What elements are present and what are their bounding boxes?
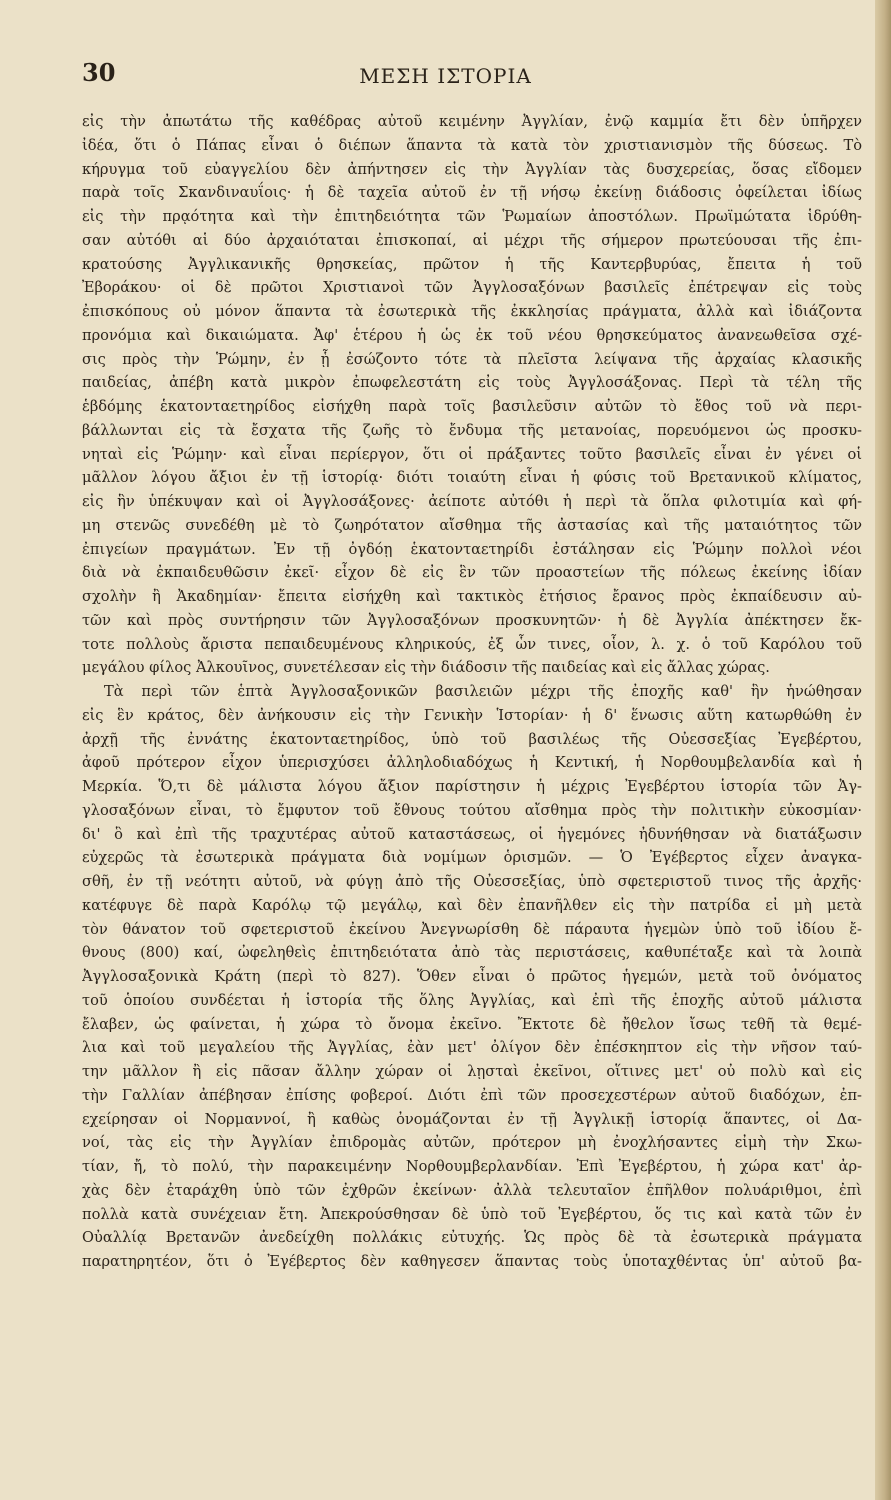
text-line: πολλὰ κατὰ συνέχειαν ἔτη. Ἀπεκρούσθησαν δὲ ὑπὸ τοῦ Ἐγεβέρτου, ὅς τις καὶ κατὰ τῶν ἐν: [82, 1205, 862, 1223]
text-line: παιδείας, ἀπέβη κατὰ μικρὸν ἐπωφελεστάτη εἰς τοὺς Ἀγγλοσάξονας. Περὶ τὰ τέλη τῆς: [82, 374, 862, 392]
text-line: ἑβδόμης ἑκατονταετηρίδος εἰσήχθη παρὰ τοῖς βασιλεῦσιν αὐτῶν τὸ ἔθος τοῦ νὰ περι-: [82, 398, 862, 415]
text-line: σαν αὐτόθι αἱ δύο ἀρχαιόταται ἐπισκοπαί, αἱ μέχρι τῆς σήμερον πρωτεύουσαι τῆς ἐπι-: [82, 231, 862, 249]
text-line: γλοσαξόνων εἶναι, τὸ ἔμφυτον τοῦ ἔθνους τούτου αἴσθημα πρὸς τὴν πολιτικὴν εὐκοσμίαν·: [82, 801, 862, 819]
text-line: ἐπισκόπους οὐ μόνον ἅπαντα τὰ ἐσωτερικὰ τῆς ἐκκλησίας πράγματα, ἀλλὰ καὶ ἰδιάζοντα: [82, 303, 862, 320]
text-line: παρὰ τοῖς Σκανδιναυΐοις· ἡ δὲ ταχεῖα αὐτοῦ ἐν τῇ νήσῳ ἐκείνῃ διάδοσις ὀφείλεται ἰδίως: [82, 184, 862, 202]
running-title: ΜΕΣΗ ΙΣΤΟΡΙΑ: [359, 64, 532, 88]
text-line: δι' ὃ καὶ ἐπὶ τῆς τραχυτέρας αὐτοῦ καταστάσεως, οἱ ἡγεμόνες ἠδυνήθησαν νὰ διατάξωσιν: [82, 825, 862, 843]
body-text: [82, 110, 862, 1274]
text-line: εὐχερῶς τὰ ἐσωτερικὰ πράγματα διὰ νομίμων ὁρισμῶν. — Ὁ Ἐγέβερτος εἶχεν ἀναγκα-: [82, 849, 862, 867]
text-line: ἀρχῇ τῆς ἐννάτης ἑκατονταετηρίδος, ὑπὸ τοῦ βασιλέως τῆς Οὐεσσεξίας Ἐγεβέρτου,: [82, 730, 862, 748]
text-line: μᾶλλον λόγου ἄξιοι ἐν τῇ ἱστορίᾳ· διότι τοιαύτη εἶναι ἡ φύσις τοῦ Βρετανικοῦ κλίματος,: [82, 469, 862, 487]
text-line: νηταὶ εἰς Ῥώμην· καὶ εἶναι περίεργον, ὅτι οἱ πράξαντες τοῦτο βασιλεῖς εἶναι ἐν γένει οἱ: [82, 445, 862, 463]
text-line: ἔλαβεν, ὡς φαίνεται, ἡ χώρα τὸ ὄνομα ἐκεῖνο. Ἔκτοτε δὲ ἤθελον ἴσως τεθῆ τὰ θεμέ-: [82, 1015, 862, 1033]
text-line: μη στενῶς συνεδέθη μὲ τὸ ζωηρότατον αἴσθημα τῆς ἀστασίας καὶ τῆς ματαιότητος τῶν: [82, 516, 862, 534]
text-line: κήρυγμα τοῦ εὐαγγελίου δὲν ἀπήντησεν εἰς τὴν Ἀγγλίαν τὰς δυσχερείας, ὅσας εἴδομεν: [82, 160, 862, 178]
text-line: βάλλωνται εἰς τὰ ἔσχατα τῆς ζωῆς τὸ ἔνδυμα τῆς μετανοίας, πορευόμενοι ὡς προσκυ-: [82, 421, 862, 439]
text-line: Τὰ περὶ τῶν ἑπτὰ Ἀγγλοσαξονικῶν βασιλειῶν μέχρι τῆς ἐποχῆς καθ' ἣν ἡνώθησαν: [104, 683, 862, 700]
text-line: κρατούσης Ἀγγλικανικῆς θρησκείας, πρῶτον ἡ τῆς Καντερβυρύας, ἔπειτα ἡ τοῦ: [82, 255, 862, 273]
text-line: κατέφυγε δὲ παρὰ Καρόλῳ τῷ μεγάλῳ, καὶ δὲν ἐπανῆλθεν εἰς τὴν πατρίδα εἰ μὴ μετὰ: [82, 896, 862, 914]
text-line: τίαν, ἤ, τὸ πολύ, τὴν παρακειμένην Νορθουμβερλανδίαν. Ἐπὶ Ἐγεβέρτου, ἡ χώρα κατ' ἀρ-: [82, 1158, 862, 1175]
page-number: 30: [82, 58, 116, 87]
text-line: Μερκία. Ὅ,τι δὲ μάλιστα λόγου ἄξιον παρίστησιν ἡ μέχρις Ἐγεβέρτου ἱστορία τῶν Ἀγ-: [82, 778, 862, 795]
text-line: εχείρησαν οἱ Νορμαννοί, ἢ καθὼς ὀνομάζονται ἐν τῇ Ἀγγλικῇ ἱστορίᾳ ἅπαντες, οἱ Δα-: [82, 1110, 862, 1128]
text-line: θνους (800) καί, ὠφεληθεὶς ἐπιτηδειότατα ἀπὸ τὰς περιστάσεις, καθυπέταξε καὶ τὰ λοιπὰ: [82, 944, 862, 962]
text-line: λια καὶ τοῦ μεγαλείου τῆς Ἀγγλίας, ἐὰν μετ' ὀλίγον δὲν ἐπέσκηπτον εἰς τὴν νῆσον ταύ-: [82, 1039, 862, 1057]
text-line: τῶν καὶ πρὸς συντήρησιν τῶν Ἀγγλοσαξόνων προσκυνητῶν· ἡ δὲ Ἀγγλία ἀπέκτησεν ἔκ-: [82, 611, 862, 629]
text-line: μεγάλου φίλος Ἀλκουῖνος, συνετέλεσαν εἰς τὴν διάδοσιν τῆς παιδείας καὶ εἰς ἄλλας χώρας.: [82, 659, 770, 677]
text-line: διὰ νὰ ἐκπαιδευθῶσιν ἐκεῖ· εἶχον δὲ εἰς ἓν τῶν προαστείων τῆς πόλεως ἐκείνης ἰδίαν: [82, 564, 862, 582]
text-line: εἰς ἣν ὑπέκυψαν καὶ οἱ Ἀγγλοσάξονες· ἀείποτε αὐτόθι ἡ περὶ τὰ ὅπλα φιλοτιμία καὶ φή-: [82, 493, 862, 510]
text-line: ἀφοῦ πρότερον εἶχον ὑπερισχύσει ἀλληλοδιαδόχως ἡ Κεντική, ἡ Νορθουμβελανδία καὶ ἡ: [82, 754, 862, 772]
text-line: Ἀγγλοσαξονικὰ Κράτη (περὶ τὸ 827). Ὅθεν εἶναι ὁ πρῶτος ἡγεμών, μετὰ τοῦ ὀνόματος: [82, 968, 862, 985]
text-line: Ἐβοράκου· οἱ δὲ πρῶτοι Χριστιανοὶ τῶν Ἀγγλοσαξόνων βασιλεῖς ἐπέτρεψαν εἰς τοὺς: [82, 279, 862, 297]
text-line: ἐπιγείων πραγμάτων. Ἐν τῇ ὀγδόῃ ἑκατονταετηρίδι ἐστάλησαν εἰς Ῥώμην πολλοὶ νέοι: [82, 540, 862, 558]
text-line: εἰς τὴν ἀπωτάτω τῆς καθέδρας αὐτοῦ κειμένην Ἀγγλίαν, ἐνῷ καμμία ἔτι δὲν ὑπῆρχεν: [82, 113, 862, 130]
text-line: σθῆ, ἐν τῇ νεότητι αὐτοῦ, νὰ φύγῃ ἀπὸ τῆς Οὐεσσεξίας, ὑπὸ σφετεριστοῦ τινος τῆς ἀρχῆς·: [82, 873, 862, 890]
text-line: ἰδέα, ὅτι ὁ Πάπας εἶναι ὁ διέπων ἅπαντα τὰ κατὰ τὸν χριστιανισμὸν τῆς δύσεως. Τὸ: [82, 136, 862, 154]
page-spine-edge: [875, 0, 891, 1500]
text-line: χὰς δὲν ἐταράχθη ὑπὸ τῶν ἐχθρῶν ἐκείνων· ἀλλὰ τελευταῖον ἐπῆλθον πολυάριθμοι, ἐπὶ: [82, 1181, 862, 1199]
text-line: παρατηρητέον, ὅτι ὁ Ἐγέβερτος δὲν καθηγεσεν ἅπαντας τοὺς ὑποταχθέντας ὑπ' αὐτοῦ βα-: [82, 1253, 862, 1270]
text-line: σχολὴν ἢ Ἀκαδημίαν· ἔπειτα εἰσήχθη καὶ τακτικὸς ἐτήσιος ἔρανος πρὸς ἐκπαίδευσιν αὐ-: [82, 588, 862, 605]
text-line: τὴν Γαλλίαν ἀπέβησαν ἐπίσης φοβεροί. Διότι ἐπὶ τῶν προσεχεστέρων αὐτοῦ διαδόχων, ἐπ-: [82, 1086, 862, 1104]
text-line: εἰς ἓν κράτος, δὲν ἀνήκουσιν εἰς τὴν Γενικὴν Ἱστορίαν· ἡ δ' ἕνωσις αὕτη κατωρθώθη ἐν: [82, 706, 862, 724]
text-line: τοῦ ὁποίου συνδέεται ἡ ἱστορία τῆς ὅλης Ἀγγλίας, καὶ ἐπὶ τῆς ἐποχῆς αὐτοῦ μάλιστα: [82, 991, 862, 1009]
text-line: τὸν θάνατον τοῦ σφετεριστοῦ ἐκείνου Ἀνεγνωρίσθη δὲ πάραυτα ἡγεμὼν ὑπὸ τοῦ ἰδίου ἔ-: [82, 920, 862, 938]
text-line: Οὐαλλίᾳ Βρετανῶν ἀνεδείχθη πολλάκις εὐτυχής. Ὡς πρὸς δὲ τὰ ἐσωτερικὰ πράγματα: [82, 1229, 862, 1247]
text-line: προνόμια καὶ δικαιώματα. Ἀφ' ἑτέρου ἡ ὡς ἐκ τοῦ νέου θρησκεύματος ἀνανεωθεῖσα σχέ-: [82, 326, 862, 344]
text-line: σις πρὸς τὴν Ῥώμην, ἐν ᾗ ἐσώζοντο τότε τὰ πλεῖστα λείψανα τῆς ἀρχαίας κλασικῆς: [82, 350, 862, 368]
text-line: την μᾶλλον ἢ εἰς πᾶσαν ἄλλην χώραν οἱ λῃσταὶ ἐκεῖνοι, οἵτινες μετ' οὐ πολὺ καὶ εἰς: [82, 1063, 862, 1080]
text-line: τοτε πολλοὺς ἄριστα πεπαιδευμένους κληρικούς, ἐξ ὧν τινες, οἷον, λ. χ. ὁ τοῦ Καρόλου τοῦ: [82, 635, 862, 653]
text-line: εἰς τὴν πρᾳότητα καὶ τὴν ἐπιτηδειότητα τῶν Ῥωμαίων ἀποστόλων. Πρωϊμώτατα ἱδρύθη-: [82, 208, 862, 225]
text-line: νοί, τὰς εἰς τὴν Ἀγγλίαν ἐπιδρομὰς αὐτῶν, πρότερον μὴ ἐνοχλήσαντες εἰμὴ τὴν Σκω-: [82, 1134, 862, 1152]
